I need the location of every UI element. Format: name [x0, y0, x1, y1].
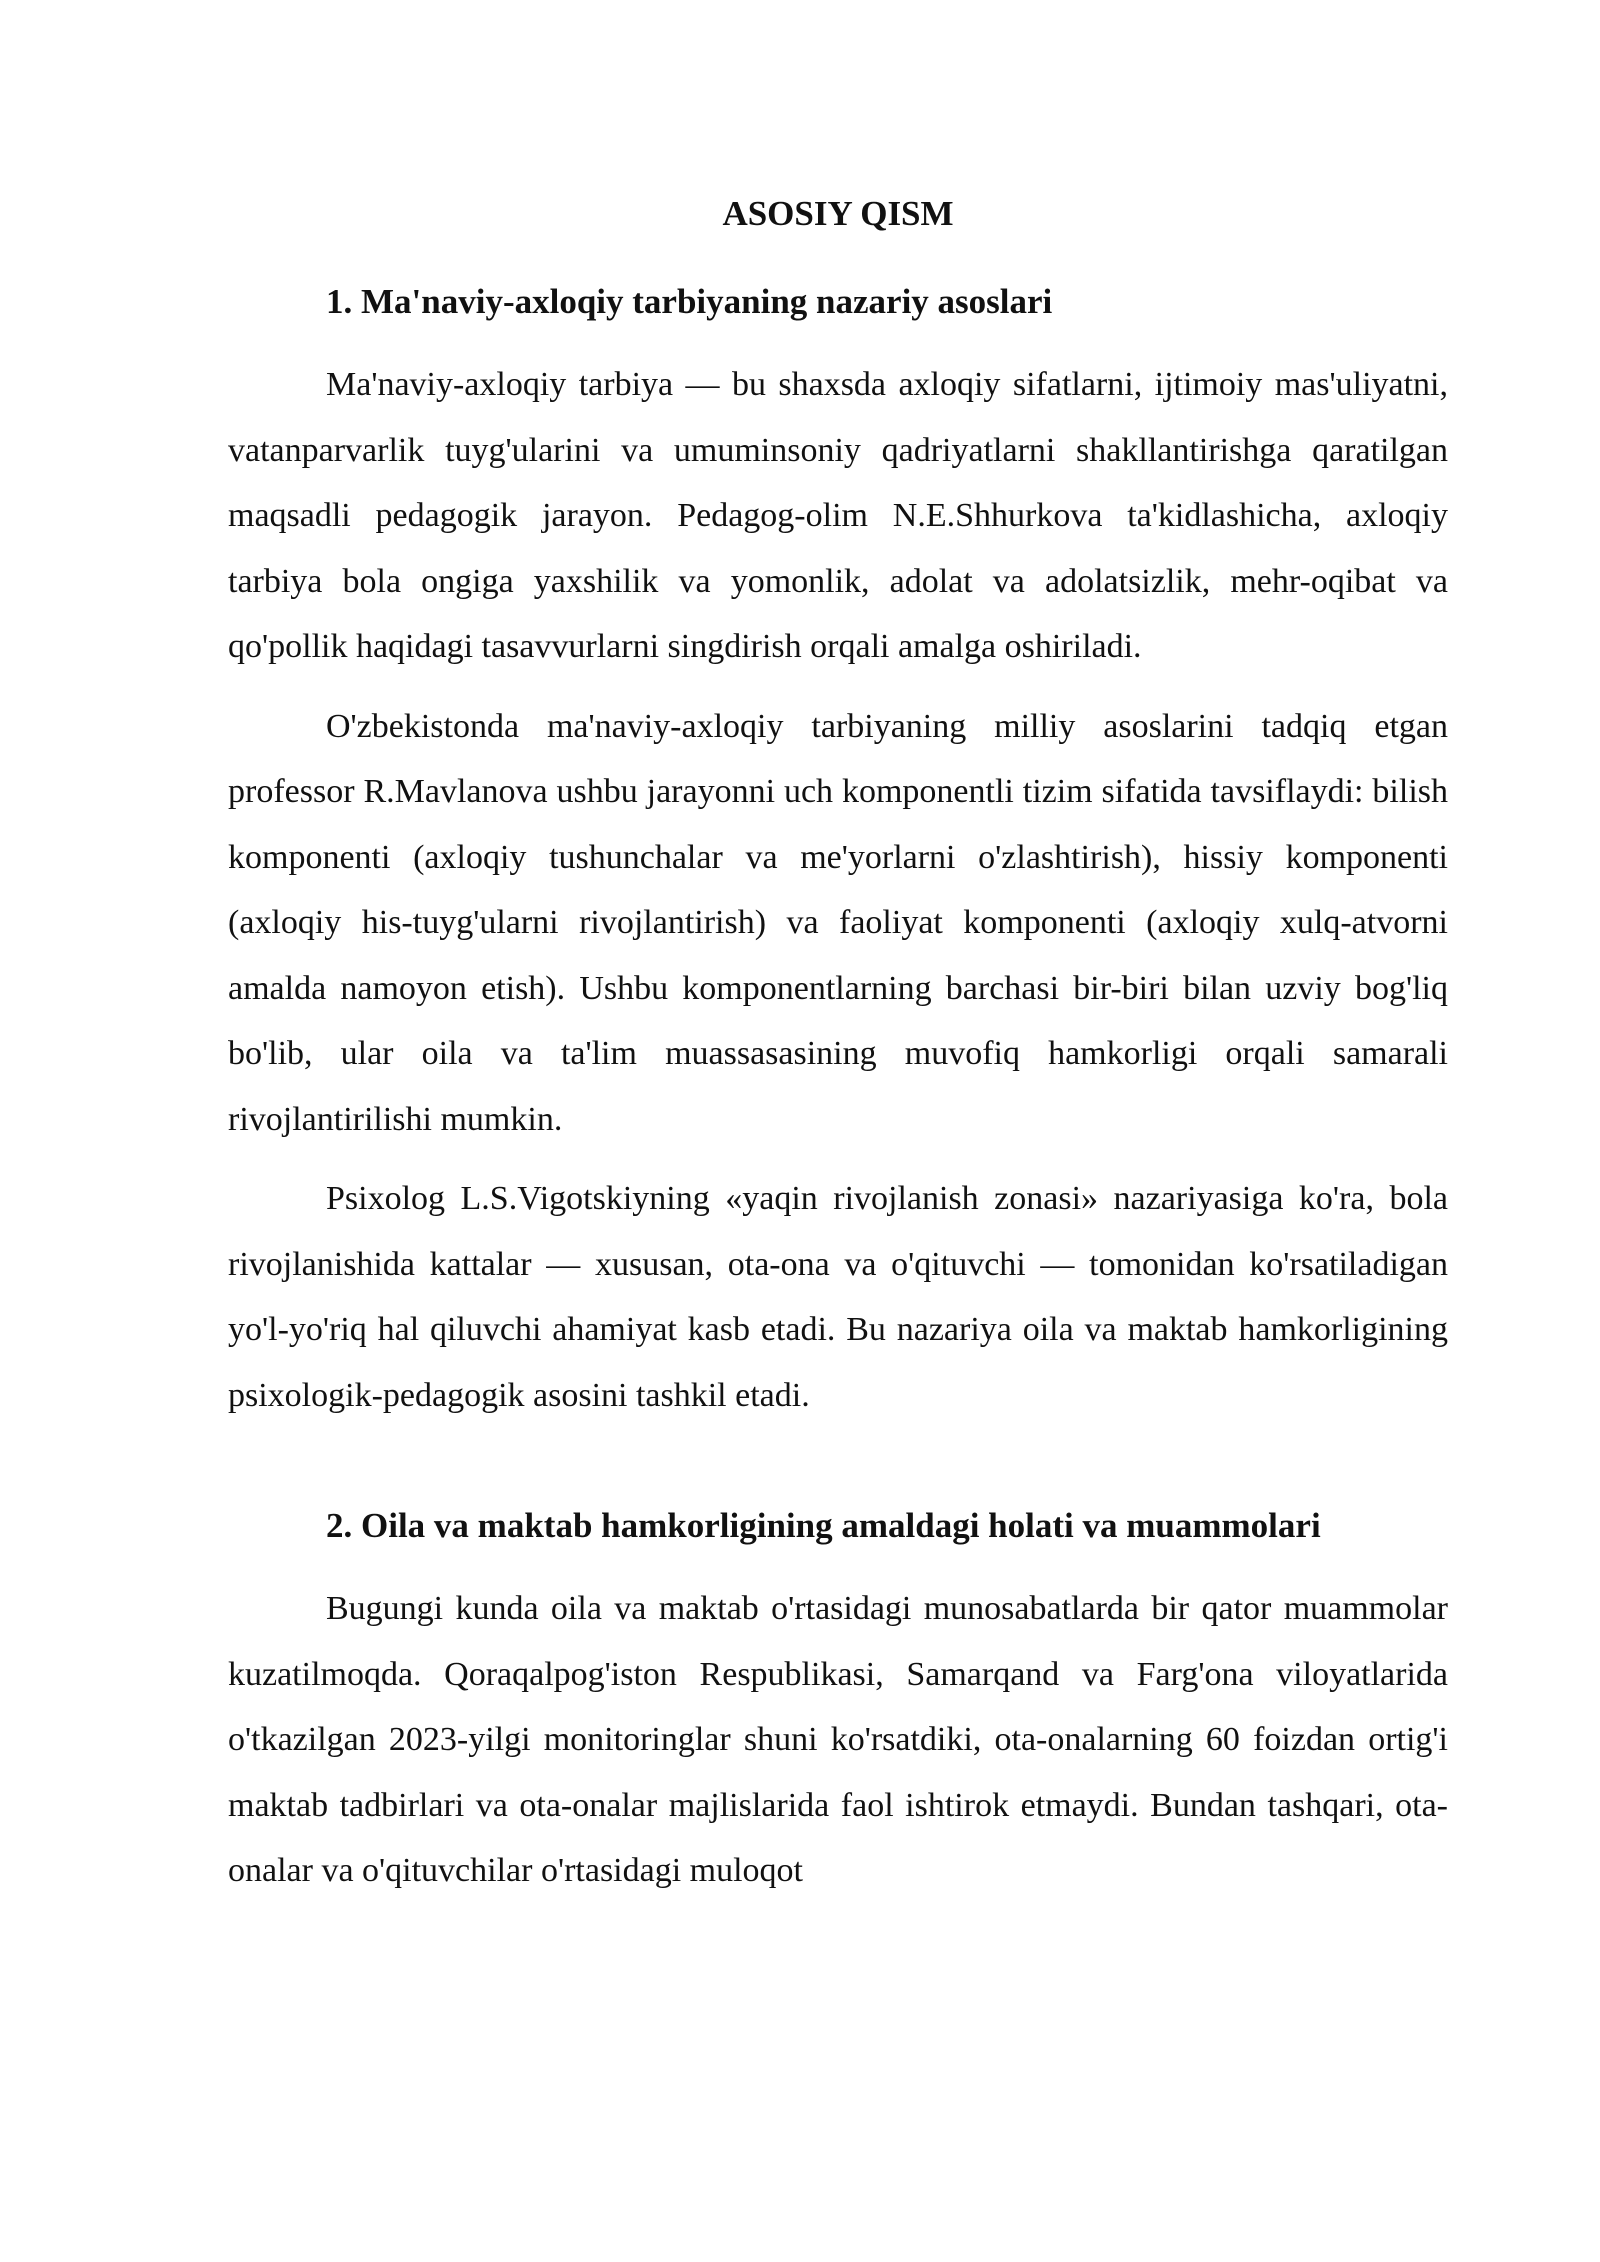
main-title: ASOSIY QISM: [722, 194, 954, 233]
section-heading-2: 2. Oila va maktab hamkorligining amaldagi holati va muammolari: [326, 1506, 1321, 1545]
document-page: [228, 190, 1448, 1918]
paragraph: O'zbekistonda ma'naviy-axloqiy tarbiyaning milliy asoslarini tadqiq etgan professor R.Mavlanova ushbu jarayonni uch komponentli tizim sifatida tavsiflaydi: bilish komponenti (axloqiy tushunchalar va me'yorlarni o'zlashtirish), hissiy komponenti (axloqiy his-tuyg'ularni rivojlantirish) va faoliyat komponenti (axloqiy xulq-atvorni amalda namoyon etish). Ushbu komponentlarning barchasi bir-biri bilan uzviy bog'liq bo'lib, ular oila va ta'lim muassasasining muvofiq hamkorligi orqali samarali rivojlantirilishi mumkin.: [228, 707, 1448, 1138]
paragraph: Ma'naviy-axloqiy tarbiya — bu shaxsda axloqiy sifatlarni, ijtimoiy mas'uliyatni, vatanparvarlik tuyg'ularini va umuminsoniy qadriyatlarni shakllantirishga qaratilgan maqsadli pedagogik jarayon. Pedagog-olim N.E.Shhurkova ta'kidlashicha, axloqiy tarbiya bola ongiga yaxshilik va yomonlik, adolat va adolatsizlik, mehr-oqibat va qo'pollik haqidagi tasavvurlarni singdirish orqali amalga oshiriladi.: [228, 366, 1448, 665]
section-heading-1: 1. Ma'naviy-axloqiy tarbiyaning nazariy asoslari: [326, 282, 1053, 321]
paragraph: Bugungi kunda oila va maktab o'rtasidagi munosabatlarda bir qator muammolar kuzatilmoqda. Qoraqalpog'iston Respublikasi, Samarqand va Farg'ona viloyatlarida o'tkazilgan 2023-yilgi monitoringlar shuni ko'rsatdiki, ota-onalarning 60 foizdan ortig'i maktab tadbirlari va ota-onalar majlislarida faol ishtirok etmaydi. Bundan tashqari, ota-onalar va o'qituvchilar o'rtasidagi muloqot: [228, 1590, 1448, 1889]
paragraph: Psixolog L.S.Vigotskiyning «yaqin rivojlanish zonasi» nazariyasiga ko'ra, bola rivojlanishida kattalar — xususan, ota-ona va o'qituvchi — tomonidan ko'rsatiladigan yo'l-yo'riq hal qiluvchi ahamiyat kasb etadi. Bu nazariya oila va maktab hamkorligining psixologik-pedagogik asosini tashkil etadi.: [228, 1180, 1448, 1414]
